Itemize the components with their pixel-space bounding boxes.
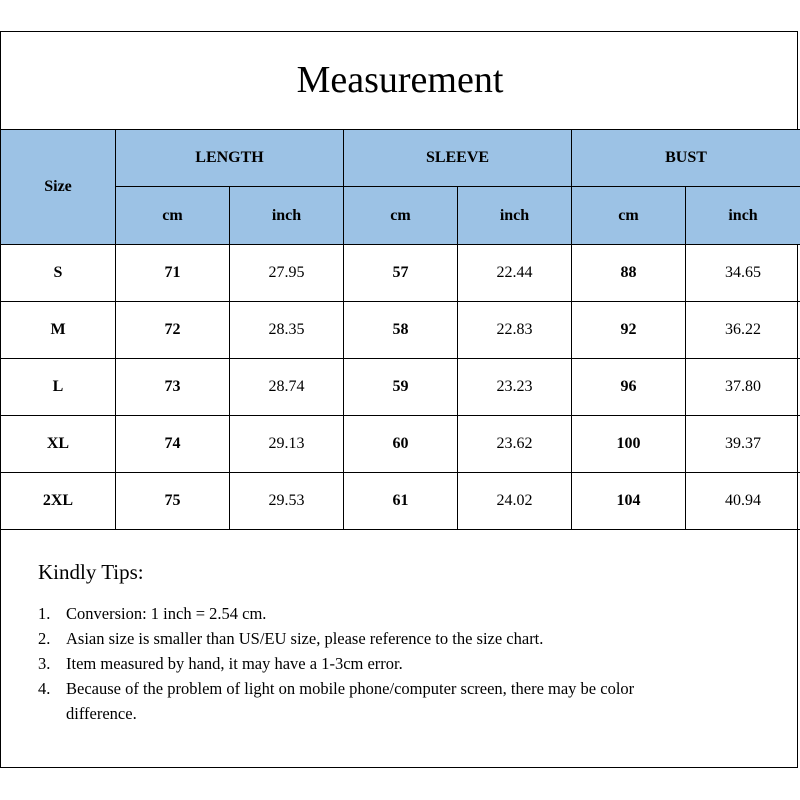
length-cm-cell: 74 bbox=[116, 416, 230, 473]
size-header: Size bbox=[1, 130, 116, 245]
length-inch-cell: 29.53 bbox=[230, 473, 344, 530]
size-table bbox=[0, 129, 800, 530]
length-cm-cell: 71 bbox=[116, 245, 230, 302]
sleeve-cm-cell: 59 bbox=[344, 359, 458, 416]
length-inch-cell: 29.13 bbox=[230, 416, 344, 473]
tips-title: Kindly Tips: bbox=[38, 560, 144, 584]
tip-item bbox=[38, 676, 778, 726]
tip-item bbox=[38, 601, 778, 626]
bust-cm-cell: 100 bbox=[572, 416, 686, 473]
tips-section bbox=[38, 560, 778, 726]
unit-header: cm bbox=[572, 187, 686, 245]
tip-text: Because of the problem of light on mobile phone/computer screen, there may be color difference. bbox=[66, 679, 635, 723]
table-row bbox=[1, 416, 800, 473]
length-cm-cell: 73 bbox=[116, 359, 230, 416]
tip-number: 1. bbox=[38, 604, 51, 623]
tip-number: 3. bbox=[38, 654, 51, 673]
tip-item bbox=[38, 651, 778, 676]
tip-number: 4. bbox=[38, 679, 51, 698]
length-inch-cell: 28.74 bbox=[230, 359, 344, 416]
unit-header: inch bbox=[458, 187, 572, 245]
length-inch-cell: 28.35 bbox=[230, 302, 344, 359]
sleeve-inch-cell: 22.44 bbox=[458, 245, 572, 302]
sleeve-inch-cell: 23.62 bbox=[458, 416, 572, 473]
size-cell: XL bbox=[1, 416, 116, 473]
sleeve-inch-cell: 24.02 bbox=[458, 473, 572, 530]
size-cell: L bbox=[1, 359, 116, 416]
tip-number: 2. bbox=[38, 629, 51, 648]
tip-text: Asian size is smaller than US/EU size, please reference to the size chart. bbox=[66, 629, 544, 648]
header-row-units bbox=[1, 187, 800, 245]
bust-inch-cell: 39.37 bbox=[686, 416, 800, 473]
tip-item bbox=[38, 626, 778, 651]
tips-list bbox=[38, 601, 778, 726]
bust-cm-cell: 92 bbox=[572, 302, 686, 359]
bust-cm-cell: 104 bbox=[572, 473, 686, 530]
unit-header: cm bbox=[344, 187, 458, 245]
length-cm-cell: 72 bbox=[116, 302, 230, 359]
sleeve-inch-cell: 22.83 bbox=[458, 302, 572, 359]
unit-header: cm bbox=[116, 187, 230, 245]
table-row bbox=[1, 245, 800, 302]
sleeve-cm-cell: 61 bbox=[344, 473, 458, 530]
unit-header: inch bbox=[686, 187, 800, 245]
table-row bbox=[1, 359, 800, 416]
tip-text: Conversion: 1 inch = 2.54 cm. bbox=[66, 604, 267, 623]
table-row bbox=[1, 473, 800, 530]
size-cell: M bbox=[1, 302, 116, 359]
sleeve-header: SLEEVE bbox=[344, 130, 572, 187]
table-row bbox=[1, 302, 800, 359]
sleeve-cm-cell: 60 bbox=[344, 416, 458, 473]
tip-text: Item measured by hand, it may have a 1-3cm error. bbox=[66, 654, 403, 673]
bust-inch-cell: 34.65 bbox=[686, 245, 800, 302]
bust-cm-cell: 96 bbox=[572, 359, 686, 416]
length-cm-cell: 75 bbox=[116, 473, 230, 530]
sleeve-inch-cell: 23.23 bbox=[458, 359, 572, 416]
bust-inch-cell: 37.80 bbox=[686, 359, 800, 416]
bust-cm-cell: 88 bbox=[572, 245, 686, 302]
header-row-groups bbox=[1, 130, 800, 187]
bust-inch-cell: 40.94 bbox=[686, 473, 800, 530]
unit-header: inch bbox=[230, 187, 344, 245]
length-inch-cell: 27.95 bbox=[230, 245, 344, 302]
bust-inch-cell: 36.22 bbox=[686, 302, 800, 359]
page-title: Measurement bbox=[296, 59, 504, 101]
sleeve-cm-cell: 57 bbox=[344, 245, 458, 302]
size-cell: S bbox=[1, 245, 116, 302]
bust-header: BUST bbox=[572, 130, 800, 187]
sleeve-cm-cell: 58 bbox=[344, 302, 458, 359]
size-cell: 2XL bbox=[1, 473, 116, 530]
length-header: LENGTH bbox=[116, 130, 344, 187]
